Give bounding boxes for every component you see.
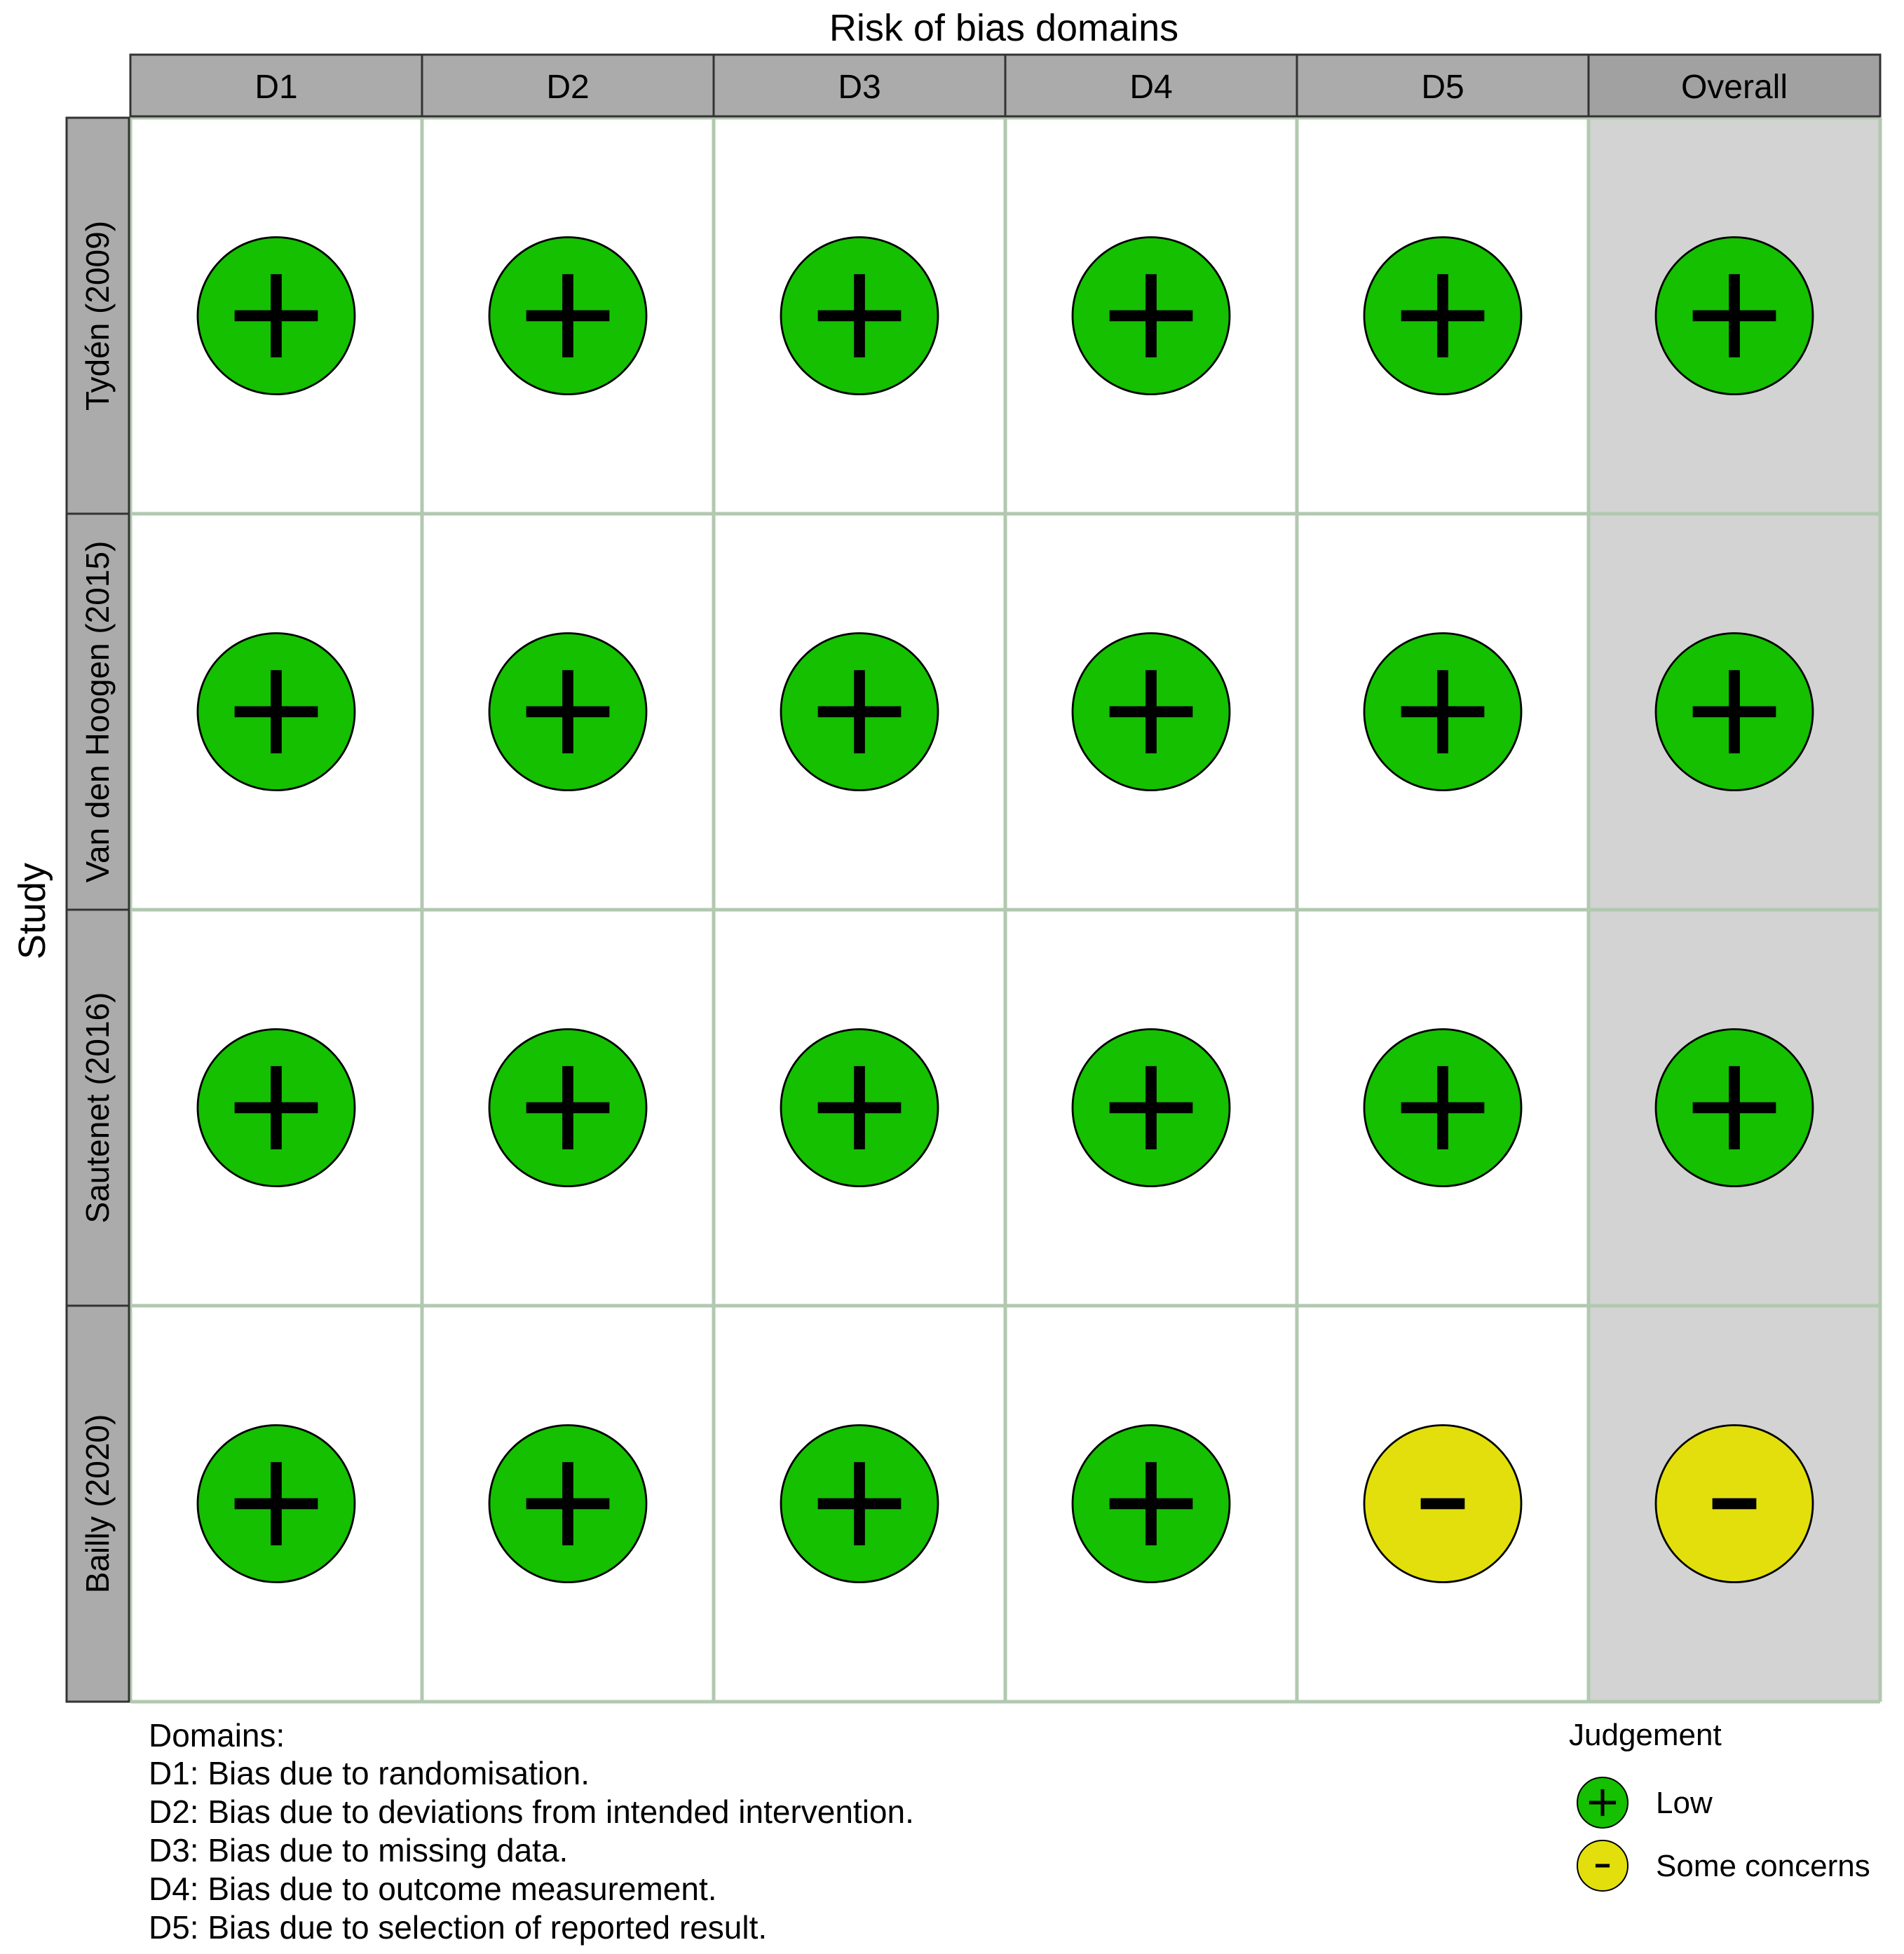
legend-label-some: Some concerns [1656,1849,1870,1883]
plus-vertical-bar [562,670,573,753]
judgement-mark-low [1656,634,1813,791]
judgement-mark-low [781,634,938,791]
judgement-mark-low [198,1030,355,1187]
judgement-mark-low [1364,1030,1521,1187]
plus-vertical-bar [1437,1066,1448,1149]
judgement-mark-some [1656,1426,1813,1583]
plus-vertical-bar [271,670,282,753]
domain-header-label: D5 [1421,69,1464,106]
domain-header-label: D3 [838,69,881,106]
judgement-mark-low [1073,238,1230,395]
domains-legend-item: D3: Bias due to missing data. [149,1832,569,1868]
y-axis-label: Study [11,862,53,960]
study-label: Van den Hoogen (2015) [79,540,116,883]
legend-label-low: Low [1656,1786,1713,1820]
minus-bar [1713,1498,1757,1510]
plus-vertical-bar [854,670,865,753]
judgement-mark-low [1073,1426,1230,1583]
plus-vertical-bar [854,1066,865,1149]
judgement-mark-low [198,238,355,395]
domain-header-label: Overall [1680,69,1788,106]
plus-vertical-bar [1729,274,1740,357]
plus-vertical-bar [1145,1462,1157,1545]
judgement-mark-low [1073,634,1230,791]
study-label: Tydén (2009) [79,220,116,411]
judgement-mark-some [1364,1426,1521,1583]
domains-legend-item: D5: Bias due to selection of reported result. [149,1909,768,1946]
judgement-mark-low [198,1426,355,1583]
grid [130,118,1880,1702]
plus-vertical-bar [1145,274,1157,357]
domain-header-label: D1 [254,69,298,106]
study-label: Sautenet (2016) [79,992,116,1224]
judgement-legend [1569,1718,1870,1891]
plus-vertical-bar [562,1066,573,1149]
plus-vertical-bar [1729,1066,1740,1149]
plus-vertical-bar [854,1462,865,1545]
plus-vertical-bar [1145,1066,1157,1149]
study-label: Bailly (2020) [79,1414,116,1594]
judgement-mark-low [489,1426,646,1583]
plus-vertical-bar [271,274,282,357]
plus-vertical-bar [562,1462,573,1545]
judgement-mark-low [781,238,938,395]
minus-bar [1596,1864,1610,1867]
judgement-mark-low [489,1030,646,1187]
judgement-mark-low [198,634,355,791]
judgement-mark-low [1656,238,1813,395]
domains-legend-title: Domains: [149,1717,285,1754]
domains-legend [149,1717,914,1946]
judgement-mark-low [489,634,646,791]
domains-legend-item: D4: Bias due to outcome measurement. [149,1871,717,1907]
plus-vertical-bar [271,1462,282,1545]
judgement-mark-low [1364,238,1521,395]
domains-legend-item: D1: Bias due to randomisation. [149,1755,590,1791]
judgement-mark-low [489,238,646,395]
plus-vertical-bar [854,274,865,357]
judgement-mark-low [1073,1030,1230,1187]
plus-vertical-bar [1145,670,1157,753]
judgement-mark-low [781,1426,938,1583]
plus-vertical-bar [1729,670,1740,753]
legend-key-some [1577,1840,1628,1891]
study-headers [67,118,129,1702]
plus-vertical-bar [1600,1789,1604,1816]
judgement-mark-low [1656,1030,1813,1187]
judgement-mark-low [1364,634,1521,791]
plus-vertical-bar [562,274,573,357]
chart-title: Risk of bias domains [829,7,1179,49]
domain-headers [130,55,1880,116]
judgement-mark-low [781,1030,938,1187]
plus-vertical-bar [271,1066,282,1149]
minus-bar [1421,1498,1465,1510]
legend-key-low [1577,1777,1628,1828]
judgement-legend-title: Judgement [1569,1718,1722,1752]
domain-header-label: D2 [546,69,590,106]
plus-vertical-bar [1437,670,1448,753]
plus-vertical-bar [1437,274,1448,357]
domains-legend-item: D2: Bias due to deviations from intended intervention. [149,1794,914,1830]
domain-header-label: D4 [1129,69,1173,106]
